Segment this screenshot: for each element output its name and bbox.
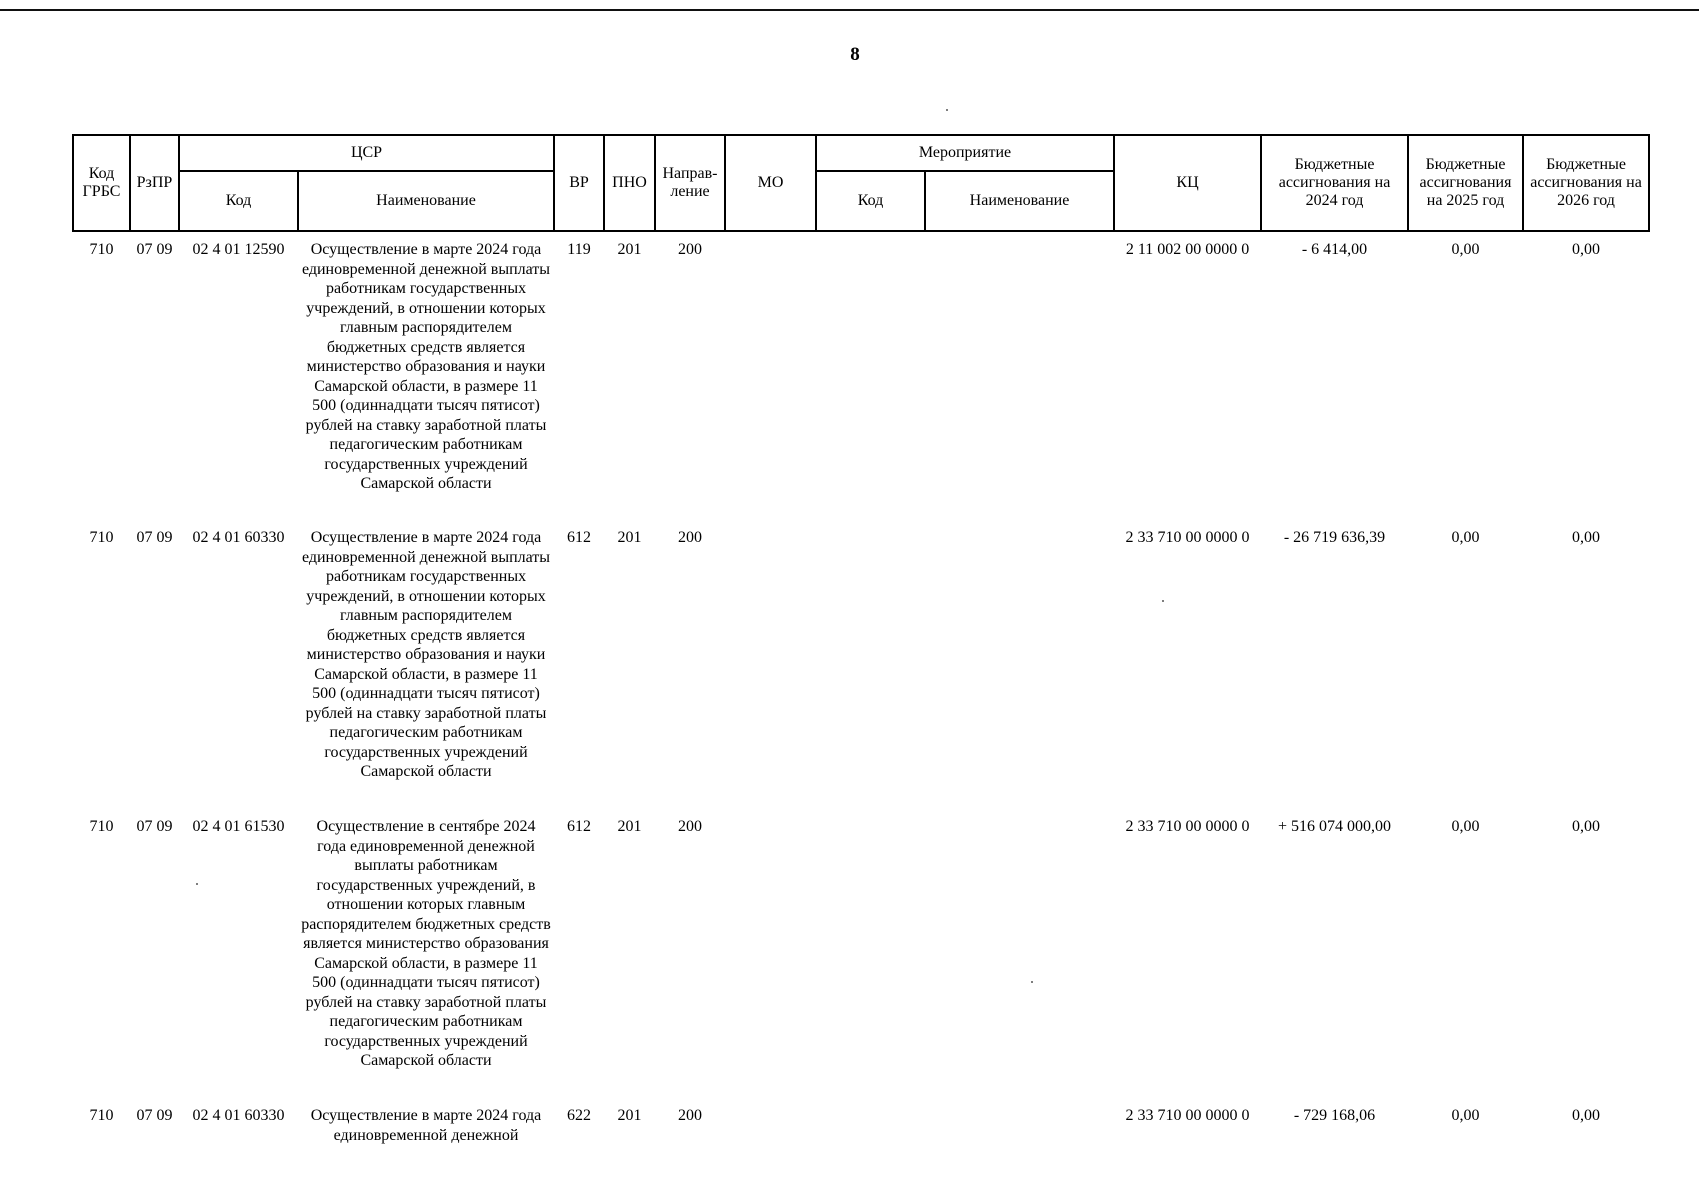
cell-mer-name — [925, 520, 1114, 809]
cell-budget-2025: 0,00 — [1451, 818, 1480, 835]
cell-budget-2024: - 729 168,06 — [1293, 1107, 1376, 1124]
cell-mer-kod — [816, 231, 925, 520]
header-mer-name: Наименование — [925, 171, 1114, 231]
cell-name: Осуществление в марте 2024 года единовременной денежной выплаты работникам государственных учреждений, в отношении которых главным распорядителем бюджетных средств является министерство образования и науки Самарской области, в размере 11 500 (одиннадцати тысяч пятисот) рублей на ставку заработной платы педагогическим работникам государственных учреждений Самарской области — [301, 529, 551, 780]
table-header — [73, 135, 1649, 231]
cell-pno: 201 — [617, 1107, 642, 1124]
top-rule — [0, 9, 1699, 11]
table-row — [73, 231, 1649, 520]
page-number: 8 — [850, 44, 860, 65]
cell-vr: 612 — [567, 818, 591, 835]
header-budget-2026: Бюджетные ассигнования на 2026 год — [1523, 135, 1649, 231]
cell-budget-2024: - 6 414,00 — [1301, 241, 1368, 258]
scan-speck — [196, 883, 198, 885]
cell-name: Осуществление в марте 2024 года единовременной денежной — [310, 1107, 542, 1144]
cell-kc: 2 11 002 00 0000 0 — [1125, 241, 1250, 258]
cell-mer-name — [925, 1098, 1114, 1168]
scan-speck — [946, 109, 948, 111]
cell-budget-2026: 0,00 — [1572, 1107, 1601, 1124]
scan-speck — [1031, 981, 1033, 983]
header-kc: КЦ — [1114, 135, 1261, 231]
cell-kc: 2 33 710 00 0000 0 — [1125, 529, 1250, 546]
cell-budget-2026: 0,00 — [1572, 529, 1601, 546]
cell-napr: 200 — [678, 529, 702, 546]
cell-budget-2025: 0,00 — [1451, 1107, 1480, 1124]
cell-mo — [725, 231, 816, 520]
cell-budget-2024: + 516 074 000,00 — [1278, 818, 1392, 835]
cell-rzpr: 07 09 — [136, 241, 173, 258]
header-pno: ПНО — [604, 135, 655, 231]
header-mer-kod: Код — [816, 171, 925, 231]
cell-pno: 201 — [617, 529, 642, 546]
cell-mer-kod — [816, 1098, 925, 1168]
cell-napr: 200 — [678, 1107, 702, 1124]
cell-mo — [725, 809, 816, 1098]
table-body — [73, 231, 1649, 1168]
cell-mo — [725, 520, 816, 809]
cell-mer-kod — [816, 809, 925, 1098]
budget-table — [72, 134, 1650, 1168]
scan-speck — [1162, 600, 1164, 602]
cell-napr: 200 — [678, 241, 702, 258]
cell-name: Осуществление в сентябре 2024 года единовременной денежной выплаты работникам государственных учреждений, в отношении которых главным распорядителем бюджетных средств является министерство образования Самарской области, в размере 11 500 (одиннадцати тысяч пятисот) рублей на ставку заработной платы педагогическим работникам государственных учреждений Самарской области — [301, 818, 551, 1069]
header-kod-grbs: Код ГРБС — [73, 135, 130, 231]
cell-mer-kod — [816, 520, 925, 809]
cell-mer-name — [925, 809, 1114, 1098]
cell-budget-2025: 0,00 — [1451, 241, 1480, 258]
header-budget-2025: Бюджетные ассигнования на 2025 год — [1408, 135, 1523, 231]
cell-csr-kod: 02 4 01 61530 — [192, 818, 285, 835]
cell-grbs: 710 — [89, 241, 114, 258]
header-rzpr: РзПР — [130, 135, 179, 231]
table-row — [73, 1098, 1649, 1168]
cell-grbs: 710 — [89, 1107, 114, 1124]
cell-budget-2026: 0,00 — [1572, 818, 1601, 835]
cell-csr-kod: 02 4 01 12590 — [192, 241, 285, 258]
cell-budget-2026: 0,00 — [1572, 241, 1601, 258]
header-csr-kod: Код — [179, 171, 298, 231]
cell-rzpr: 07 09 — [136, 529, 173, 546]
cell-kc: 2 33 710 00 0000 0 — [1125, 1107, 1250, 1124]
cell-rzpr: 07 09 — [136, 1107, 173, 1124]
header-meropriyatie: Мероприятие — [816, 135, 1114, 171]
table-row — [73, 809, 1649, 1098]
cell-napr: 200 — [678, 818, 702, 835]
header-mo: МО — [725, 135, 816, 231]
cell-csr-kod: 02 4 01 60330 — [192, 1107, 285, 1124]
cell-name: Осуществление в марте 2024 года единовременной денежной выплаты работникам государственных учреждений, в отношении которых главным распорядителем бюджетных средств является министерство образования и науки Самарской области, в размере 11 500 (одиннадцати тысяч пятисот) рублей на ставку заработной платы педагогическим работникам государственных учреждений Самарской области — [301, 241, 551, 492]
cell-vr: 612 — [567, 529, 591, 546]
cell-csr-kod: 02 4 01 60330 — [192, 529, 285, 546]
cell-mo — [725, 1098, 816, 1168]
cell-mer-name — [925, 231, 1114, 520]
header-vr: ВР — [554, 135, 604, 231]
cell-grbs: 710 — [89, 818, 114, 835]
header-budget-2024: Бюджетные ассигнования на 2024 год — [1261, 135, 1408, 231]
cell-vr: 622 — [567, 1107, 591, 1124]
cell-rzpr: 07 09 — [136, 818, 173, 835]
cell-pno: 201 — [617, 818, 642, 835]
cell-grbs: 710 — [89, 529, 114, 546]
cell-budget-2025: 0,00 — [1451, 529, 1480, 546]
cell-kc: 2 33 710 00 0000 0 — [1125, 818, 1250, 835]
table-row — [73, 520, 1649, 809]
header-napravlenie: Направ-ление — [655, 135, 725, 231]
header-csr-name: Наименование — [298, 171, 554, 231]
cell-pno: 201 — [617, 241, 642, 258]
cell-vr: 119 — [567, 241, 591, 258]
cell-budget-2024: - 26 719 636,39 — [1283, 529, 1386, 546]
header-csr: ЦСР — [179, 135, 554, 171]
